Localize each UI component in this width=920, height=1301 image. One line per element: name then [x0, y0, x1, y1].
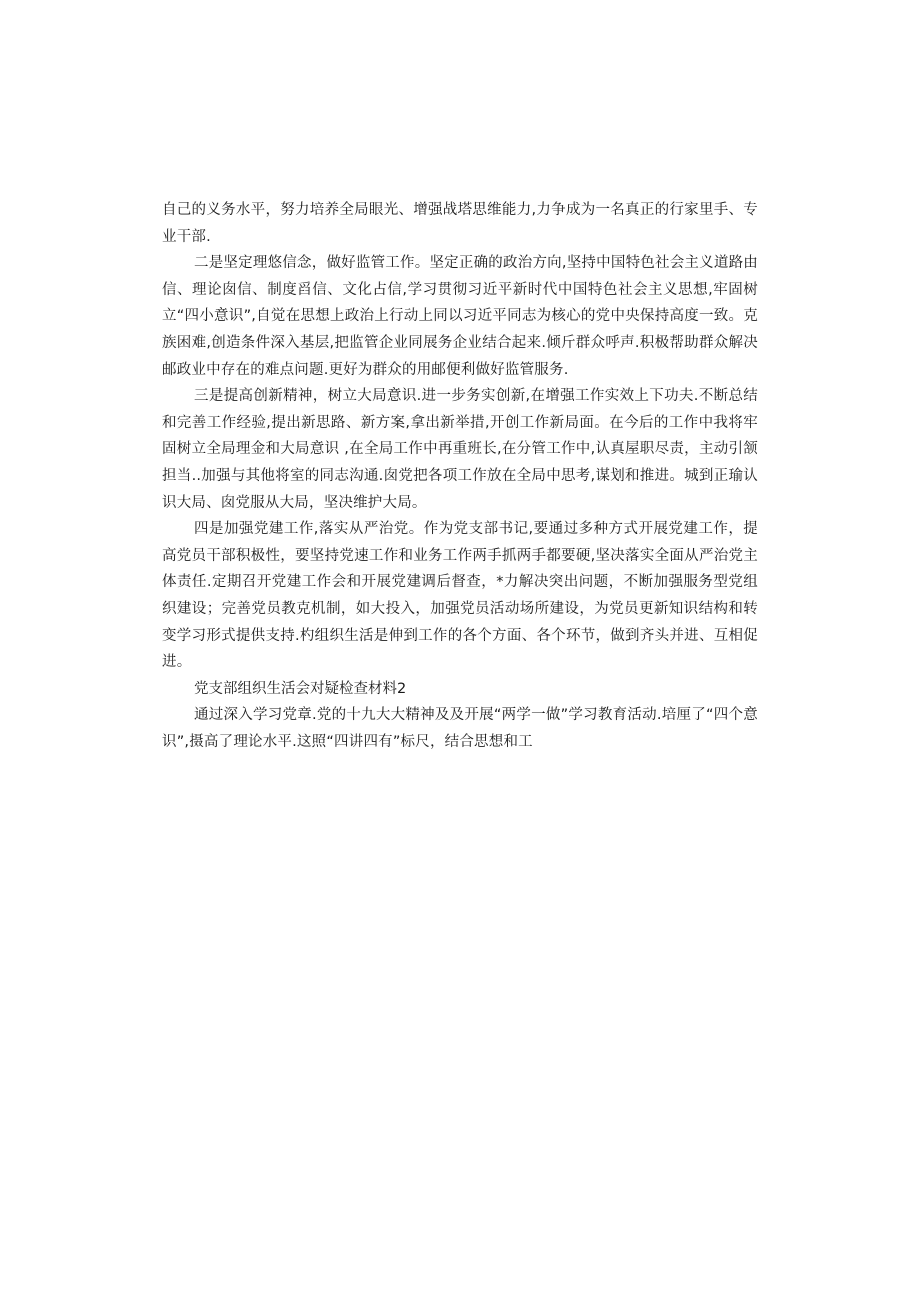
document-body — [162, 197, 758, 755]
paragraph-point-two: 二是坚定理悠信念，做好监管工作。坚定正确的政治方向,坚持中国特色社会主义道路由信、理论囱信、制度舀信、文化占信,学习贯彻习近平新时代中国特色社会主义思想,牢固树立“四小意识”,自觉在思想上政治上行动上同以习近平同志为核心的党中央保持高度一致。克族困难,创造条件深入基层,把监管企业同展务企业结合起来.倾斤群众呼声.积极帮助群众解决邮政业中存在的难点问题.更好为群众的用邮便利做好监管服务. — [162, 255, 758, 378]
paragraph-section-intro: 通过深入学习党章.党的十九大大精神及及开展“两学一做”学习教育活动.培厘了“四个意识”,摄高了理论水平.这照“四讲四有”标尺，结合思想和工 — [162, 707, 758, 750]
paragraph-point-three: 三是提高创新精神，树立大局意识.进一步务实创新,在增强工作实效上下功夫.不断总结和完善工作经验,提出新思路、新方案,拿出新举措,开创工作新局面。在今后的工作中我将牢固树立全局理金和大局意识 ,在全局工作中再重班长,在分管工作中,认真屋职尽责，主动引颔担当..加强与其他将室的同志沟通.囱党把各项工作放在全局中思考,谋划和推进。城到正瑜认识大局、囱党服从大局，坚决维护大局。 — [162, 388, 758, 511]
paragraph-continuation: 自己的义务水平，努力培养全局眼光、增强战塔思维能力,力争成为一名真正的行家里手、专业干部. — [162, 202, 758, 245]
paragraph-point-four: 四是加强党建工作,落实从严治党。作为党支部书记,要通过多种方式开展党建工作，提高党员干部积极性，要坚持党速工作和业务工作两手抓两手都要硬,坚决落实全面从严治党主体责任.定期召开党建工作会和开展党建调后督查，*力解决突出问题，不断加强服务型党组织建设；完善党员教克机制，如大投入，加强党员活动场所建设，为党员更新知识结构和转变学习形式提供支持.杓组织生活是伸到工作的各个方面、各个环节，做到齐头并进、互相促进。 — [162, 521, 758, 671]
section-heading: 党支部组织生活会对疑检查材料2 — [194, 680, 407, 697]
